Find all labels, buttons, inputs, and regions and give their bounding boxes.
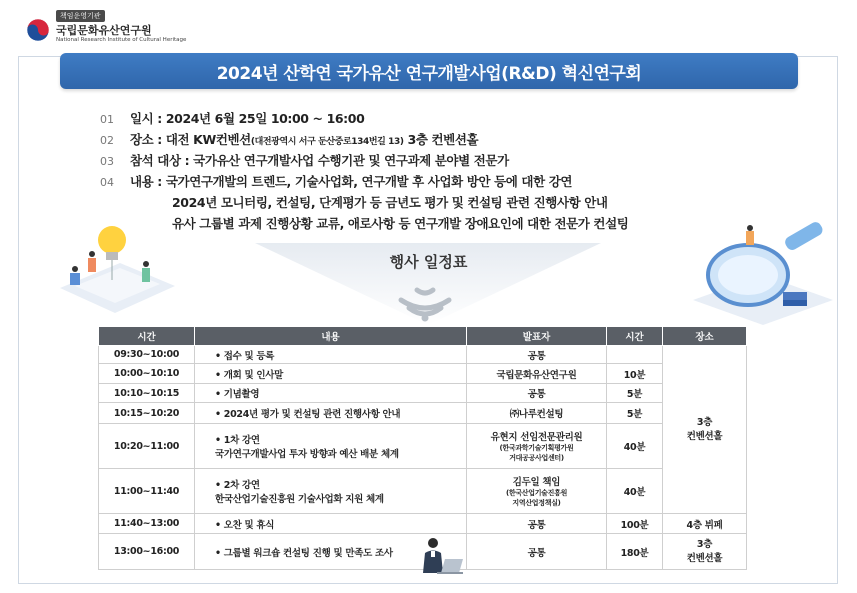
row-presenter: [467, 469, 607, 514]
logo-name: 국립문화유산연구원: [56, 24, 152, 37]
info-text: 2024년 모니터링, 컨설팅, 단계평가 등 금년도 평가 및 컨설팅 관련 진행사항 안내: [172, 195, 608, 210]
logo-badge: 책임운영기관: [56, 10, 105, 22]
info-text: 내용 : 국가연구개발의 트렌드, 기술사업화, 연구개발 후 사업화 방안 등에 대한 강연: [130, 174, 573, 189]
presenter-department: 거대공공사업센터): [509, 454, 564, 462]
lecture-label: • 2차 강연: [215, 480, 260, 491]
presenter-affiliation: (한국과학기술기획평가원: [499, 444, 574, 452]
location-floor: 3층: [696, 538, 713, 550]
row-content: • 기념촬영: [195, 384, 467, 403]
taegeuk-icon: [26, 18, 50, 42]
row-duration: 180분: [607, 534, 663, 570]
location-room: 컨벤션홀: [686, 430, 723, 442]
location-floor: 3층: [696, 416, 713, 428]
row-content: • 개회 및 인사말: [195, 364, 467, 384]
row-time: 10:15~10:20: [99, 403, 195, 424]
header-duration: 시간: [607, 327, 663, 346]
page-title: 2024년 산학연 국가유산 연구개발사업(R&D) 혁신연구회: [216, 63, 642, 84]
row-presenter: 국립문화유산연구원: [467, 364, 607, 384]
row-duration: 5분: [607, 403, 663, 424]
info-number: 01: [100, 113, 114, 126]
lecture-title: 국가연구개발사업 투자 방향과 예산 배분 체계: [215, 449, 399, 460]
row-content: • 접수 및 등록: [195, 346, 467, 364]
info-item-attendees: [100, 151, 740, 172]
row-location: [663, 346, 747, 514]
schedule-table: [98, 326, 747, 570]
row-content: • 2024년 평가 및 컨설팅 관련 진행사항 안내: [195, 403, 467, 424]
header-presenter: 발표자: [467, 327, 607, 346]
info-number: 02: [100, 134, 114, 147]
row-duration: 40분: [607, 469, 663, 514]
row-duration: 10분: [607, 364, 663, 384]
table-row: [99, 384, 747, 403]
row-content: • 그룹별 워크숍 컨설팅 진행 및 만족도 조사: [195, 534, 467, 570]
info-text: 유사 그룹별 과제 진행상황 교류, 애로사항 등 연구개발 장애요인에 대한 전문가 컨설팅: [172, 216, 629, 231]
institute-logo: [26, 8, 226, 48]
venue-address: (대전광역시 서구 둔산중로134번길 13): [250, 137, 404, 147]
presenter-name: 유현지 선임전문관리원: [490, 432, 583, 443]
venue-room: 3층 컨벤션홀: [403, 132, 479, 147]
info-item-content-cont: [100, 193, 740, 214]
title-banner: [60, 53, 798, 89]
row-time: 13:00~16:00: [99, 534, 195, 570]
info-item-content-cont: [100, 214, 740, 235]
header-content: 내용: [195, 327, 467, 346]
table-row: [99, 364, 747, 384]
schedule-title: 행사 일정표: [389, 253, 468, 271]
table-header-row: [99, 327, 747, 346]
logo-english-name: National Research Institute of Cultural Heritage: [56, 37, 187, 43]
info-text: 일시 : 2024년 6월 25일 10:00 ~ 16:00: [130, 111, 365, 126]
info-number: 04: [100, 176, 114, 189]
table-row: [99, 403, 747, 424]
row-presenter: 공통: [467, 534, 607, 570]
row-presenter: ㈜나루컨설팅: [467, 403, 607, 424]
venue-name: 장소 : 대전 KW컨벤션: [130, 132, 251, 147]
row-time: 10:10~10:15: [99, 384, 195, 403]
row-time: 10:20~11:00: [99, 424, 195, 469]
info-item-content: [100, 172, 740, 193]
info-text: [130, 130, 478, 148]
table-row: [99, 469, 747, 514]
info-number: 03: [100, 155, 114, 168]
info-item-venue: [100, 130, 740, 151]
row-presenter: 공통: [467, 514, 607, 534]
info-text: 참석 대상 : 국가유산 연구개발사업 수행기관 및 연구과제 분야별 전문가: [130, 153, 509, 168]
event-info-list: [100, 109, 740, 235]
table-row: [99, 346, 747, 364]
row-time: 09:30~10:00: [99, 346, 195, 364]
info-item-date: [100, 109, 740, 130]
table-row: [99, 514, 747, 534]
header-location: 장소: [663, 327, 747, 346]
table-row: [99, 424, 747, 469]
wifi-icon: [395, 276, 455, 324]
row-location: [663, 534, 747, 570]
magnifier-illustration-icon: [688, 220, 838, 330]
row-content: [195, 424, 467, 469]
presenter-affiliation: (한국산업기술진흥원: [505, 489, 568, 497]
lecture-title: 한국산업기술진흥원 기술사업화 지원 체계: [215, 494, 384, 505]
laptop-person-icon: [419, 537, 465, 575]
row-time: 10:00~10:10: [99, 364, 195, 384]
row-time: 11:00~11:40: [99, 469, 195, 514]
row-location: 4층 뷔페: [663, 514, 747, 534]
row-content: • 오찬 및 휴식: [195, 514, 467, 534]
row-duration: [607, 346, 663, 364]
lecture-label: • 1차 강연: [215, 435, 260, 446]
row-duration: 100분: [607, 514, 663, 534]
row-presenter: [467, 424, 607, 469]
row-duration: 5분: [607, 384, 663, 403]
location-room: 컨벤션홀: [686, 552, 723, 564]
row-presenter: 공통: [467, 384, 607, 403]
row-content: [195, 469, 467, 514]
presenter-name: 김두일 책임: [512, 477, 561, 488]
row-duration: 40분: [607, 424, 663, 469]
header-time: 시간: [99, 327, 195, 346]
row-time: 11:40~13:00: [99, 514, 195, 534]
row-presenter: 공통: [467, 346, 607, 364]
presenter-department: 지역산업정책실): [512, 499, 561, 507]
